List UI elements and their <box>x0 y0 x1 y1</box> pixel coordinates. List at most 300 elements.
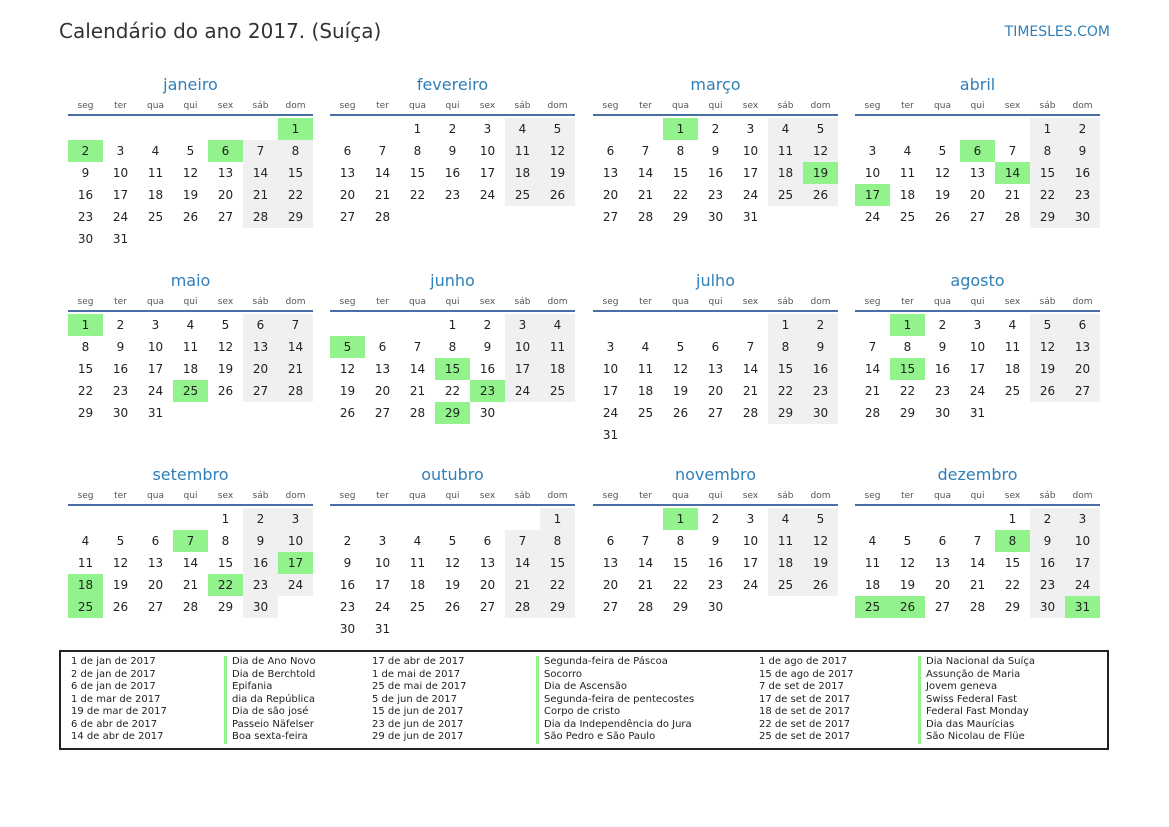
day-cell: 3 <box>746 512 755 526</box>
legend-date: 2 de jan de 2017 <box>71 668 156 680</box>
empty-cell <box>365 508 400 530</box>
month-name: junho <box>430 271 475 290</box>
legend-holiday-name: Dia da Independência do Jura <box>536 719 694 732</box>
month-fevereiro <box>330 74 575 228</box>
day-cell: 3 <box>868 144 877 158</box>
weekday-label: sex <box>742 101 759 111</box>
day-cell: 18 <box>182 362 199 376</box>
weekday-label: dom <box>285 491 306 501</box>
day-cell: 10 <box>374 556 391 570</box>
day-cell: 11 <box>1004 340 1021 354</box>
empty-cell <box>103 508 138 530</box>
day-cell: 17 <box>479 166 496 180</box>
weekday-label: sex <box>479 297 496 307</box>
day-cell: 4 <box>81 534 90 548</box>
day-cell: 16 <box>339 578 356 592</box>
day-cell: 15 <box>768 358 803 380</box>
day-cell: 2 <box>116 318 125 332</box>
day-cell: 3 <box>606 340 615 354</box>
day-cell: 9 <box>448 144 457 158</box>
weekday-label: ter <box>639 297 652 307</box>
day-cell: 24 <box>1065 574 1100 596</box>
day-cell: 4 <box>186 318 195 332</box>
holiday-day-cell: 25 <box>173 380 208 402</box>
day-cell: 12 <box>672 362 689 376</box>
empty-cell <box>855 314 890 336</box>
legend-date: 25 de mai de 2017 <box>372 681 467 692</box>
empty-cell <box>103 118 138 140</box>
day-cell: 19 <box>803 552 838 574</box>
legend-date: 1 de mar de 2017 <box>71 693 161 705</box>
weekday-label: qua <box>934 491 951 501</box>
day-cell: 11 <box>864 556 881 570</box>
month-name: dezembro <box>937 465 1018 484</box>
legend-holiday-name: Boa sexta-feira <box>224 731 316 744</box>
day-cell: 13 <box>243 336 278 358</box>
day-cell: 9 <box>116 340 125 354</box>
day-cell: 8 <box>768 336 803 358</box>
day-cell: 8 <box>278 140 313 162</box>
day-cell: 12 <box>112 556 129 570</box>
day-cell: 19 <box>1030 358 1065 380</box>
month-name: setembro <box>152 465 229 484</box>
legend-holiday-name: São Nicolau de Flüe <box>918 731 1035 744</box>
weekday-label: qua <box>147 101 164 111</box>
empty-cell <box>628 508 663 530</box>
day-cell: 27 <box>707 406 724 420</box>
empty-cell <box>470 508 505 530</box>
day-cell: 10 <box>742 144 759 158</box>
day-grid <box>593 508 838 618</box>
month-janeiro <box>68 74 313 250</box>
day-cell: 28 <box>374 210 391 224</box>
day-cell: 9 <box>938 340 947 354</box>
day-cell: 24 <box>147 384 164 398</box>
day-cell: 30 <box>707 600 724 614</box>
month-julho <box>593 270 838 446</box>
weekday-label: sex <box>479 101 496 111</box>
legend-date: 7 de set de 2017 <box>759 681 844 692</box>
legend-date: 6 de abr de 2017 <box>71 718 158 730</box>
legend-holiday-name: Dia de Berchtold <box>224 669 316 682</box>
day-cell: 20 <box>707 384 724 398</box>
day-cell: 4 <box>1008 318 1017 332</box>
day-cell: 12 <box>444 556 461 570</box>
day-cell: 28 <box>505 596 540 618</box>
day-cell: 7 <box>278 314 313 336</box>
day-cell: 12 <box>803 140 838 162</box>
day-cell: 3 <box>973 318 982 332</box>
day-cell: 4 <box>151 144 160 158</box>
day-cell: 5 <box>186 144 195 158</box>
holiday-day-cell: 1 <box>663 508 698 530</box>
day-cell: 2 <box>343 534 352 548</box>
empty-cell <box>138 118 173 140</box>
day-cell: 13 <box>602 556 619 570</box>
legend-holiday-name: dia da República <box>224 694 316 707</box>
empty-cell <box>365 314 400 336</box>
weekday-label: sex <box>217 297 234 307</box>
empty-cell <box>435 508 470 530</box>
weekday-label: dom <box>1072 297 1093 307</box>
weekday-label: qui <box>445 491 460 501</box>
day-cell: 10 <box>742 534 759 548</box>
day-cell: 22 <box>1004 578 1021 592</box>
day-cell: 21 <box>1004 188 1021 202</box>
day-cell: 11 <box>637 362 654 376</box>
empty-cell <box>593 508 628 530</box>
day-cell: 18 <box>768 162 803 184</box>
day-cell: 16 <box>444 166 461 180</box>
month-name: maio <box>170 271 211 290</box>
day-grid <box>855 118 1100 228</box>
day-cell: 19 <box>217 362 234 376</box>
legend-holiday-name: Segunda-feira de Páscoa <box>536 656 694 669</box>
weekday-label: qua <box>934 101 951 111</box>
day-cell: 23 <box>112 384 129 398</box>
weekday-label: sáb <box>252 491 269 501</box>
day-cell: 13 <box>934 556 951 570</box>
day-cell: 1 <box>221 512 230 526</box>
legend-date: 18 de set de 2017 <box>759 706 851 717</box>
day-cell: 27 <box>374 406 391 420</box>
day-cell: 11 <box>540 336 575 358</box>
month-name: agosto <box>950 271 1005 290</box>
weekday-label: sáb <box>777 297 794 307</box>
day-cell: 28 <box>969 600 986 614</box>
day-cell: 22 <box>899 384 916 398</box>
day-cell: 25 <box>637 406 654 420</box>
day-cell: 4 <box>641 340 650 354</box>
day-grid <box>855 314 1100 424</box>
day-cell: 13 <box>339 166 356 180</box>
weekday-label: ter <box>376 491 389 501</box>
day-cell: 30 <box>112 406 129 420</box>
weekday-header <box>593 98 838 116</box>
legend-date: 25 de set de 2017 <box>759 731 851 742</box>
day-cell: 29 <box>672 600 689 614</box>
day-cell: 23 <box>707 188 724 202</box>
legend-holiday-name: Passeio Näfelser <box>224 719 316 732</box>
day-cell: 18 <box>768 552 803 574</box>
day-cell: 27 <box>243 380 278 402</box>
day-cell: 26 <box>540 184 575 206</box>
weekday-label: seg <box>602 297 619 307</box>
holiday-day-cell: 1 <box>663 118 698 140</box>
day-cell: 8 <box>413 144 422 158</box>
weekday-header <box>855 488 1100 506</box>
day-cell: 6 <box>606 144 615 158</box>
weekday-label: qua <box>147 491 164 501</box>
weekday-label: sex <box>1004 491 1021 501</box>
day-cell: 10 <box>969 340 986 354</box>
legend-date: 17 de set de 2017 <box>759 693 851 705</box>
weekday-label: seg <box>602 101 619 111</box>
day-cell: 26 <box>803 574 838 596</box>
day-grid <box>330 118 575 228</box>
weekday-label: dom <box>810 491 831 501</box>
legend-names-col-2 <box>536 656 694 744</box>
holiday-day-cell: 6 <box>208 140 243 162</box>
legend-holiday-name: Socorro <box>536 669 694 682</box>
day-cell: 5 <box>540 118 575 140</box>
weekday-label: qui <box>708 297 723 307</box>
day-cell: 28 <box>864 406 881 420</box>
day-cell: 24 <box>742 578 759 592</box>
day-cell: 11 <box>147 166 164 180</box>
day-cell: 21 <box>278 358 313 380</box>
weekday-label: dom <box>547 101 568 111</box>
day-cell: 12 <box>934 166 951 180</box>
month-novembro <box>593 464 838 618</box>
day-cell: 27 <box>934 600 951 614</box>
day-cell: 27 <box>479 600 496 614</box>
day-cell: 28 <box>742 406 759 420</box>
holiday-day-cell: 17 <box>278 552 313 574</box>
weekday-label: qua <box>147 297 164 307</box>
day-cell: 26 <box>1030 380 1065 402</box>
day-cell: 15 <box>540 552 575 574</box>
day-cell: 29 <box>1004 600 1021 614</box>
weekday-label: seg <box>339 491 356 501</box>
day-cell: 22 <box>278 184 313 206</box>
day-cell: 21 <box>505 574 540 596</box>
day-cell: 19 <box>339 384 356 398</box>
day-cell: 6 <box>378 340 387 354</box>
day-cell: 19 <box>112 578 129 592</box>
empty-cell <box>593 314 628 336</box>
weekday-label: qui <box>970 491 985 501</box>
legend-holiday-name: Dia das Maurícias <box>918 719 1035 732</box>
day-cell: 26 <box>934 210 951 224</box>
holiday-day-cell: 29 <box>435 402 470 424</box>
day-cell: 8 <box>221 534 230 548</box>
legend-dates-col-3 <box>759 656 853 744</box>
day-cell: 5 <box>448 534 457 548</box>
day-cell: 30 <box>707 210 724 224</box>
day-cell: 19 <box>934 188 951 202</box>
day-cell: 1 <box>768 314 803 336</box>
day-cell: 26 <box>672 406 689 420</box>
page-title: Calendário do ano 2017. (Suíça) <box>59 19 382 43</box>
day-cell: 5 <box>1030 314 1065 336</box>
day-cell: 30 <box>479 406 496 420</box>
day-cell: 19 <box>672 384 689 398</box>
day-cell: 27 <box>1065 380 1100 402</box>
empty-cell <box>68 508 103 530</box>
day-cell: 16 <box>479 362 496 376</box>
weekday-label: sáb <box>514 491 531 501</box>
day-cell: 14 <box>374 166 391 180</box>
day-cell: 4 <box>413 534 422 548</box>
day-cell: 14 <box>243 162 278 184</box>
day-cell: 17 <box>742 166 759 180</box>
day-cell: 7 <box>378 144 387 158</box>
day-cell: 15 <box>77 362 94 376</box>
day-cell: 16 <box>1065 162 1100 184</box>
day-cell: 23 <box>77 210 94 224</box>
weekday-label: qua <box>409 101 426 111</box>
day-cell: 20 <box>1065 358 1100 380</box>
day-cell: 18 <box>505 162 540 184</box>
day-cell: 29 <box>768 402 803 424</box>
day-cell: 6 <box>711 340 720 354</box>
weekday-label: seg <box>77 101 94 111</box>
day-cell: 20 <box>602 578 619 592</box>
weekday-label: ter <box>114 491 127 501</box>
weekday-label: dom <box>547 491 568 501</box>
legend-dates-col-2 <box>372 656 467 744</box>
day-cell: 22 <box>540 574 575 596</box>
day-cell: 15 <box>1004 556 1021 570</box>
day-cell: 29 <box>1030 206 1065 228</box>
holiday-day-cell: 23 <box>470 380 505 402</box>
holiday-day-cell: 19 <box>803 162 838 184</box>
empty-cell <box>400 314 435 336</box>
day-cell: 23 <box>243 574 278 596</box>
day-cell: 30 <box>803 402 838 424</box>
weekday-label: sex <box>217 101 234 111</box>
day-cell: 10 <box>278 530 313 552</box>
brand-link[interactable]: TIMESLES.COM <box>1004 24 1110 40</box>
day-cell: 14 <box>742 362 759 376</box>
day-cell: 31 <box>602 428 619 442</box>
legend-holiday-name: Epifania <box>224 681 316 694</box>
day-cell: 31 <box>147 406 164 420</box>
day-cell: 21 <box>742 384 759 398</box>
weekday-label: qua <box>672 101 689 111</box>
day-cell: 10 <box>479 144 496 158</box>
legend-dates-col-1 <box>71 656 167 744</box>
weekday-label: sex <box>479 491 496 501</box>
day-cell: 28 <box>1004 210 1021 224</box>
day-cell: 9 <box>343 556 352 570</box>
day-cell: 20 <box>217 188 234 202</box>
weekday-label: ter <box>901 101 914 111</box>
weekday-label: qua <box>672 297 689 307</box>
legend-date: 6 de jan de 2017 <box>71 681 156 692</box>
holiday-day-cell: 18 <box>68 574 103 596</box>
empty-cell <box>365 118 400 140</box>
day-cell: 4 <box>540 314 575 336</box>
day-cell: 12 <box>803 530 838 552</box>
holiday-day-cell: 7 <box>173 530 208 552</box>
holiday-day-cell: 17 <box>855 184 890 206</box>
day-cell: 21 <box>374 188 391 202</box>
weekday-label: qua <box>409 297 426 307</box>
legend-date: 14 de abr de 2017 <box>71 731 164 742</box>
day-cell: 22 <box>768 380 803 402</box>
empty-cell <box>68 118 103 140</box>
day-cell: 26 <box>112 600 129 614</box>
weekday-label: sáb <box>514 297 531 307</box>
day-cell: 21 <box>864 384 881 398</box>
day-cell: 18 <box>637 384 654 398</box>
day-cell: 13 <box>969 166 986 180</box>
day-cell: 27 <box>339 210 356 224</box>
day-cell: 24 <box>742 188 759 202</box>
month-maio <box>68 270 313 424</box>
weekday-label: seg <box>864 297 881 307</box>
day-cell: 6 <box>243 314 278 336</box>
day-cell: 3 <box>746 122 755 136</box>
day-cell: 17 <box>374 578 391 592</box>
day-cell: 6 <box>151 534 160 548</box>
day-cell: 15 <box>1030 162 1065 184</box>
legend-date: 1 de ago de 2017 <box>759 656 848 667</box>
legend-date: 19 de mar de 2017 <box>71 706 167 717</box>
day-cell: 3 <box>483 122 492 136</box>
day-cell: 5 <box>116 534 125 548</box>
day-cell: 31 <box>969 406 986 420</box>
day-cell: 16 <box>707 556 724 570</box>
day-cell: 3 <box>116 144 125 158</box>
weekday-label: sáb <box>514 101 531 111</box>
weekday-header <box>68 98 313 116</box>
empty-cell <box>855 508 890 530</box>
day-cell: 12 <box>899 556 916 570</box>
weekday-header <box>593 488 838 506</box>
day-cell: 5 <box>938 144 947 158</box>
day-cell: 19 <box>540 162 575 184</box>
day-cell: 2 <box>483 318 492 332</box>
weekday-label: sex <box>1004 101 1021 111</box>
legend-date: 1 de mai de 2017 <box>372 668 461 680</box>
empty-cell <box>925 118 960 140</box>
weekday-label: ter <box>114 101 127 111</box>
legend-date: 1 de jan de 2017 <box>71 656 156 667</box>
holiday-day-cell: 15 <box>435 358 470 380</box>
day-cell: 14 <box>969 556 986 570</box>
day-cell: 1 <box>540 508 575 530</box>
day-cell: 25 <box>899 210 916 224</box>
month-name: julho <box>696 271 735 290</box>
day-cell: 10 <box>864 166 881 180</box>
day-cell: 28 <box>637 210 654 224</box>
empty-cell <box>733 314 768 336</box>
day-cell: 11 <box>505 140 540 162</box>
day-cell: 9 <box>711 534 720 548</box>
month-dezembro <box>855 464 1100 618</box>
day-cell: 11 <box>77 556 94 570</box>
day-cell: 17 <box>112 188 129 202</box>
weekday-label: sex <box>217 491 234 501</box>
day-cell: 31 <box>742 210 759 224</box>
holiday-day-cell: 22 <box>208 574 243 596</box>
day-cell: 26 <box>803 184 838 206</box>
day-cell: 13 <box>217 166 234 180</box>
empty-cell <box>138 508 173 530</box>
day-cell: 1 <box>1008 512 1017 526</box>
weekday-label: dom <box>547 297 568 307</box>
legend-holiday-name: Dia de são josé <box>224 706 316 719</box>
day-cell: 24 <box>479 188 496 202</box>
weekday-label: seg <box>864 101 881 111</box>
day-cell: 22 <box>444 384 461 398</box>
legend-date: 22 de set de 2017 <box>759 718 851 730</box>
day-cell: 18 <box>899 188 916 202</box>
empty-cell <box>628 314 663 336</box>
day-cell: 7 <box>868 340 877 354</box>
holiday-day-cell: 1 <box>890 314 925 336</box>
weekday-label: seg <box>339 101 356 111</box>
day-cell: 13 <box>602 166 619 180</box>
day-cell: 23 <box>934 384 951 398</box>
legend-holiday-name: Jovem geneva <box>918 681 1035 694</box>
day-cell: 24 <box>278 574 313 596</box>
legend-date: 5 de jun de 2017 <box>372 693 457 705</box>
day-cell: 5 <box>803 118 838 140</box>
